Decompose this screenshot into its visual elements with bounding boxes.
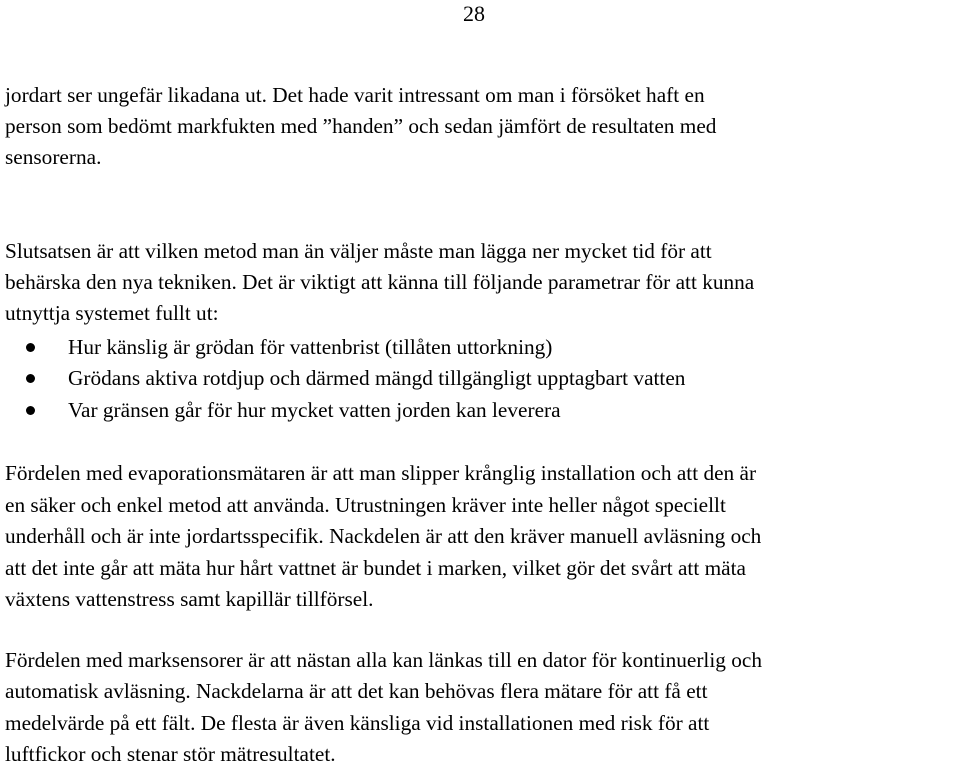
text-line: att det inte går att mäta hur hårt vattnet är bundet i marken, vilket gör det svårt att mäta: [5, 556, 746, 580]
text-line: utnyttja systemet fullt ut:: [5, 301, 219, 325]
text-line: jordart ser ungefär likadana ut. Det hade varit intressant om man i försöket haft en: [5, 83, 705, 107]
list-item-text: Grödans aktiva rotdjup och därmed mängd tillgängligt upptagbart vatten: [68, 366, 686, 390]
bullet-icon: [26, 374, 35, 383]
page-number: 28: [463, 1, 485, 26]
text-line: luftfickor och stenar stör mätresultatet.: [5, 742, 336, 766]
text-line: Fördelen med evaporationsmätaren är att man slipper krånglig installation och att den är: [5, 461, 757, 485]
list-item-text: Hur känslig är grödan för vattenbrist (tillåten uttorkning): [68, 335, 553, 359]
text-line: Slutsatsen är att vilken metod man än väljer måste man lägga ner mycket tid för att: [5, 239, 712, 263]
bullet-icon: [26, 406, 35, 415]
text-line: medelvärde på ett fält. De flesta är även känsliga vid installationen med risk för att: [5, 711, 710, 735]
text-line: sensorerna.: [5, 145, 102, 169]
text-line: en säker och enkel metod att använda. Utrustningen kräver inte heller något speciellt: [5, 493, 726, 517]
text-line: Fördelen med marksensorer är att nästan alla kan länkas till en dator för kontinuerlig och: [5, 648, 762, 672]
text-line: behärska den nya tekniken. Det är viktigt att känna till följande parametrar för att kunna: [5, 270, 755, 294]
text-line: automatisk avläsning. Nackdelarna är att det kan behövas flera mätare för att få ett: [5, 679, 708, 703]
text-line: person som bedömt markfukten med ”handen” och sedan jämfört de resultaten med: [5, 114, 717, 138]
text-line: växtens vattenstress samt kapillär tillförsel.: [5, 587, 374, 611]
text-line: underhåll och är inte jordartsspecifik. Nackdelen är att den kräver manuell avläsning och: [5, 524, 762, 548]
bullet-icon: [26, 343, 35, 352]
list-item-text: Var gränsen går för hur mycket vatten jorden kan leverera: [68, 398, 561, 422]
